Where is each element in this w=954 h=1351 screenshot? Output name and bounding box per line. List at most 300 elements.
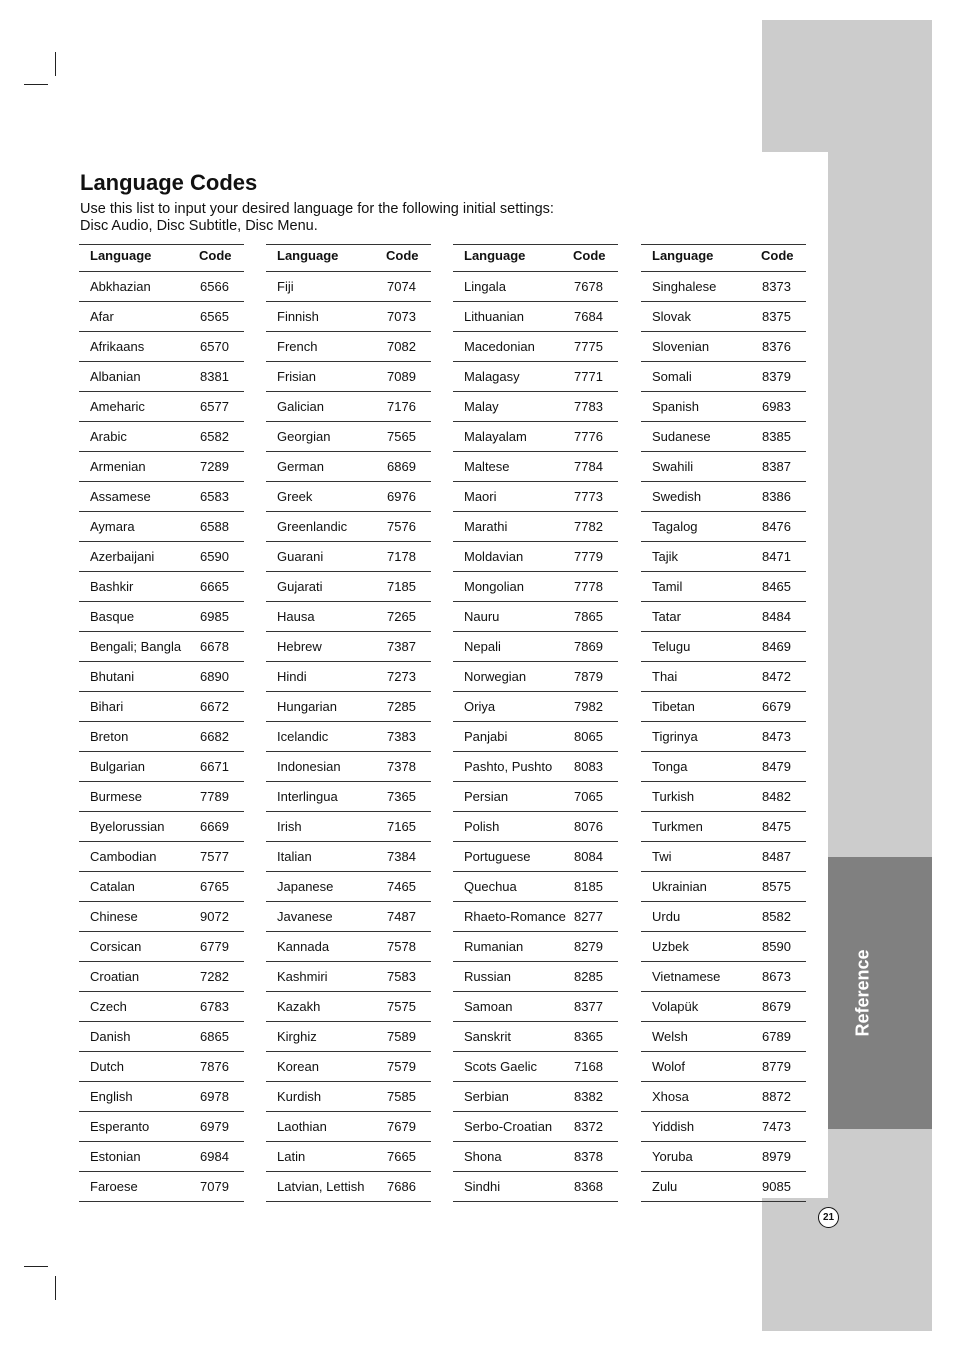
language-code: 8379 [762,369,791,384]
table-row [641,692,806,722]
table-row [79,272,244,302]
language-name: Xhosa [652,1089,689,1104]
language-code: 6679 [762,699,791,714]
language-name: Wolof [652,1059,685,1074]
table-row [266,482,431,512]
language-code: 6979 [200,1119,229,1134]
language-code: 6984 [200,1149,229,1164]
table-row [641,722,806,752]
language-name: Kannada [277,939,330,954]
language-name: Tatar [652,609,681,624]
language-name: Singhalese [652,279,717,294]
language-code: 7784 [574,459,603,474]
language-code: 7575 [387,999,416,1014]
language-code: 6779 [200,939,229,954]
language-name: Finnish [277,309,319,324]
language-code: 7783 [574,399,603,414]
language-name: Gujarati [277,579,323,594]
header-code: Code [386,248,419,263]
table-row [79,602,244,632]
table-row [641,422,806,452]
language-code: 7982 [574,699,603,714]
language-name: Ameharic [90,399,145,414]
language-code: 7365 [387,789,416,804]
language-code: 7079 [200,1179,229,1194]
table-row [641,1142,806,1172]
language-code: 6669 [200,819,229,834]
language-column-4 [641,244,806,1202]
language-code: 8582 [762,909,791,924]
language-name: French [277,339,318,354]
language-name: Tamil [652,579,683,594]
language-code: 6577 [200,399,229,414]
crop-mark [55,1276,56,1300]
language-code: 8473 [762,729,791,744]
language-name: Yoruba [652,1149,693,1164]
language-code: 7383 [387,729,416,744]
table-row [453,332,618,362]
table-row [453,1022,618,1052]
language-name: Sanskrit [464,1029,511,1044]
table-row [79,692,244,722]
language-code: 7789 [200,789,229,804]
language-code: 8372 [574,1119,603,1134]
language-code: 6582 [200,429,229,444]
language-code: 8065 [574,729,603,744]
table-row [79,392,244,422]
language-name: Assamese [90,489,151,504]
table-row [641,602,806,632]
table-row [266,1142,431,1172]
table-row [641,662,806,692]
language-name: Tigrinya [652,729,698,744]
language-name: Lithuanian [464,309,524,324]
language-code: 7565 [387,429,416,444]
intro-line-1: Use this list to input your desired language for the following initial settings: [80,201,554,217]
table-row [79,662,244,692]
language-name: Breton [90,729,129,744]
language-name: Zulu [652,1179,678,1194]
language-code: 8469 [762,639,791,654]
language-name: Slovak [652,309,692,324]
language-name: Turkish [652,789,695,804]
language-name: Czech [90,999,127,1014]
table-row [641,752,806,782]
table-row [266,962,431,992]
page-number: 21 [818,1207,839,1228]
language-name: Macedonian [464,339,535,354]
table-row [79,782,244,812]
language-code: 7775 [574,339,603,354]
language-name: Oriya [464,699,496,714]
language-code: 6865 [200,1029,229,1044]
language-name: Telugu [652,639,691,654]
language-code: 6983 [762,399,791,414]
language-name: Danish [90,1029,131,1044]
language-name: Nepali [464,639,501,654]
language-name: Korean [277,1059,319,1074]
table-row [79,1022,244,1052]
language-code: 8084 [574,849,603,864]
language-name: Rumanian [464,939,524,954]
language-code: 7771 [574,369,603,384]
language-code: 7779 [574,549,603,564]
table-row [266,302,431,332]
language-code: 6671 [200,759,229,774]
language-code: 7065 [574,789,603,804]
table-row [453,272,618,302]
table-row [266,722,431,752]
language-code: 7176 [387,399,416,414]
language-name: Sindhi [464,1179,501,1194]
language-code: 6869 [387,459,416,474]
language-name: Greek [277,489,313,504]
language-code: 8482 [762,789,791,804]
language-name: Mongolian [464,579,524,594]
table-row [79,1172,244,1202]
language-code: 6783 [200,999,229,1014]
language-name: Malagasy [464,369,520,384]
language-code: 6672 [200,699,229,714]
language-code: 8575 [762,879,791,894]
language-name: Nauru [464,609,500,624]
table-row [641,362,806,392]
table-row [453,1112,618,1142]
language-code: 7074 [387,279,416,294]
table-row [453,392,618,422]
language-code: 8979 [762,1149,791,1164]
table-row [641,1022,806,1052]
language-code: 8076 [574,819,603,834]
language-name: Malay [464,399,499,414]
language-name: Somali [652,369,692,384]
table-row [79,752,244,782]
language-code: 6590 [200,549,229,564]
table-row [641,572,806,602]
language-code: 7579 [387,1059,416,1074]
language-code: 6583 [200,489,229,504]
language-code: 7679 [387,1119,416,1134]
language-name: Georgian [277,429,331,444]
header-language: Language [464,248,526,263]
language-name: Arabic [90,429,127,444]
table-row [641,452,806,482]
table-row [79,1052,244,1082]
table-row [453,812,618,842]
language-code: 8285 [574,969,603,984]
table-row [79,932,244,962]
language-name: Javanese [277,909,333,924]
language-code: 7285 [387,699,416,714]
side-margin-bottom [762,1198,932,1331]
language-code: 7589 [387,1029,416,1044]
language-code: 7089 [387,369,416,384]
table-row [266,572,431,602]
table-row [266,992,431,1022]
language-code: 7576 [387,519,416,534]
language-code: 7865 [574,609,603,624]
table-row [453,542,618,572]
language-name: Byelorussian [90,819,165,834]
language-name: Hungarian [277,699,337,714]
table-row [641,512,806,542]
table-row [266,902,431,932]
table-row [266,392,431,422]
table-row [266,752,431,782]
language-name: Welsh [652,1029,688,1044]
table-row [266,662,431,692]
language-name: Aymara [90,519,135,534]
table-row [641,1082,806,1112]
language-name: Thai [652,669,678,684]
language-name: Faroese [90,1179,138,1194]
table-row [266,1082,431,1112]
language-code: 7378 [387,759,416,774]
language-code: 8472 [762,669,791,684]
table-row [266,542,431,572]
table-row [453,692,618,722]
language-code: 9072 [200,909,229,924]
language-code: 7473 [762,1119,791,1134]
language-name: Malayalam [464,429,527,444]
table-row [453,572,618,602]
language-code: 8779 [762,1059,791,1074]
table-row [266,512,431,542]
side-margin-top [762,20,932,152]
language-name: Esperanto [90,1119,150,1134]
table-row [266,1112,431,1142]
language-code: 8484 [762,609,791,624]
language-code: 7465 [387,879,416,894]
language-code: 8368 [574,1179,603,1194]
header-code: Code [573,248,606,263]
language-column-1 [79,244,244,1202]
language-name: German [277,459,324,474]
header-language: Language [652,248,714,263]
table-row [453,422,618,452]
language-code: 8476 [762,519,791,534]
language-name: Indonesian [277,759,341,774]
table-header [79,244,244,272]
language-code: 7678 [574,279,603,294]
table-row [453,362,618,392]
language-name: Frisian [277,369,317,384]
language-column-2 [266,244,431,1202]
table-row [79,1082,244,1112]
language-name: Marathi [464,519,508,534]
language-name: Burmese [90,789,143,804]
language-code: 8385 [762,429,791,444]
language-code: 7869 [574,639,603,654]
table-row [79,512,244,542]
header-code: Code [199,248,232,263]
language-name: Italian [277,849,312,864]
language-name: English [90,1089,133,1104]
language-name: Persian [464,789,509,804]
header-language: Language [90,248,152,263]
table-row [453,302,618,332]
table-row [266,932,431,962]
language-name: Pashto, Pushto [464,759,553,774]
language-code: 6665 [200,579,229,594]
language-code: 8487 [762,849,791,864]
language-name: Norwegian [464,669,527,684]
table-row [79,962,244,992]
table-row [453,872,618,902]
table-row [266,632,431,662]
table-row [641,1172,806,1202]
language-name: Corsican [90,939,142,954]
table-row [641,332,806,362]
language-code: 7782 [574,519,603,534]
language-name: Japanese [277,879,334,894]
reference-tab-label: Reference [852,949,873,1037]
language-name: Latvian, Lettish [277,1179,365,1194]
table-row [641,482,806,512]
language-code: 7082 [387,339,416,354]
language-name: Bengali; Bangla [90,639,182,654]
table-row [453,962,618,992]
language-name: Ukrainian [652,879,707,894]
language-name: Hindi [277,669,307,684]
language-name: Slovenian [652,339,710,354]
table-row [266,1022,431,1052]
language-code: 7577 [200,849,229,864]
language-code: 8387 [762,459,791,474]
table-row [79,632,244,662]
language-name: Tagalog [652,519,698,534]
language-code: 7273 [387,669,416,684]
table-row [641,632,806,662]
header-code: Code [761,248,794,263]
table-row [641,902,806,932]
table-row [266,842,431,872]
table-row [453,1142,618,1172]
language-name: Kazakh [277,999,321,1014]
table-row [641,542,806,572]
language-name: Sudanese [652,429,711,444]
language-name: Fiji [277,279,294,294]
table-row [641,392,806,422]
table-row [453,482,618,512]
language-code: 7387 [387,639,416,654]
language-code: 6978 [200,1089,229,1104]
table-row [266,602,431,632]
table-row [453,632,618,662]
table-row [79,812,244,842]
language-name: Tonga [652,759,688,774]
language-code: 7585 [387,1089,416,1104]
language-name: Kirghiz [277,1029,317,1044]
table-row [79,362,244,392]
language-name: Interlingua [277,789,338,804]
language-name: Turkmen [652,819,703,834]
language-name: Yiddish [652,1119,695,1134]
language-name: Catalan [90,879,135,894]
language-code: 8475 [762,819,791,834]
language-name: Lingala [464,279,506,294]
language-name: Volapük [652,999,699,1014]
language-code: 8673 [762,969,791,984]
table-row [641,842,806,872]
table-row [453,782,618,812]
language-name: Moldavian [464,549,524,564]
table-row [79,302,244,332]
language-code: 6985 [200,609,229,624]
table-row [453,722,618,752]
language-name: Latin [277,1149,306,1164]
language-name: Bihari [90,699,124,714]
reference-tab [828,857,932,1129]
language-name: Basque [90,609,135,624]
table-header [266,244,431,272]
language-code: 6678 [200,639,229,654]
table-row [79,482,244,512]
language-code: 8378 [574,1149,603,1164]
language-code: 7282 [200,969,229,984]
language-name: Greenlandic [277,519,348,534]
language-code: 9085 [762,1179,791,1194]
table-row [266,872,431,902]
language-name: Afar [90,309,114,324]
table-row [79,722,244,752]
language-code: 6570 [200,339,229,354]
table-row [641,1052,806,1082]
language-name: Bhutani [90,669,135,684]
language-name: Rhaeto-Romance [464,909,566,924]
language-code: 8465 [762,579,791,594]
intro-text [80,201,554,235]
table-row [453,902,618,932]
language-name: Azerbaijani [90,549,155,564]
table-row [453,512,618,542]
language-name: Croatian [90,969,140,984]
language-name: Russian [464,969,511,984]
language-name: Hausa [277,609,315,624]
language-code: 8365 [574,1029,603,1044]
language-name: Bashkir [90,579,134,594]
language-name: Kurdish [277,1089,322,1104]
language-code: 6682 [200,729,229,744]
language-name: Hebrew [277,639,322,654]
language-code: 6789 [762,1029,791,1044]
language-code: 7665 [387,1149,416,1164]
table-row [266,1172,431,1202]
language-name: Swahili [652,459,694,474]
language-code: 6588 [200,519,229,534]
table-row [266,362,431,392]
language-code: 7178 [387,549,416,564]
language-name: Maltese [464,459,510,474]
language-name: Abkhazian [90,279,151,294]
table-row [453,992,618,1022]
language-code: 7168 [574,1059,603,1074]
language-name: Swedish [652,489,702,504]
language-code: 7773 [574,489,603,504]
language-name: Maori [464,489,497,504]
language-name: Armenian [90,459,146,474]
language-code: 8381 [200,369,229,384]
table-row [266,812,431,842]
table-row [79,572,244,602]
table-row [641,782,806,812]
language-code: 7778 [574,579,603,594]
language-name: Urdu [652,909,681,924]
language-code: 8679 [762,999,791,1014]
language-code: 6566 [200,279,229,294]
table-header [453,244,618,272]
language-code: 8083 [574,759,603,774]
